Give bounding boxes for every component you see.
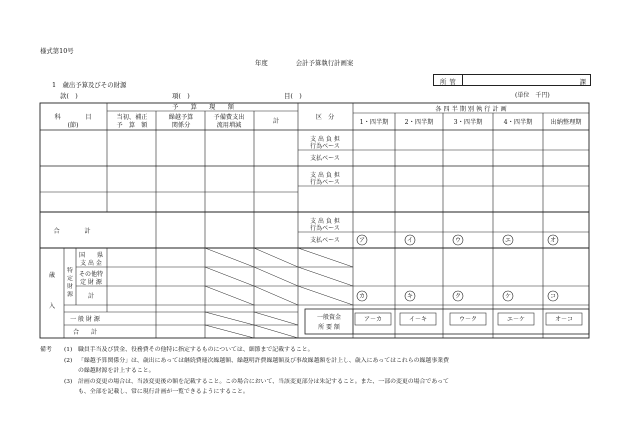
quarter-1: 1・四半期 — [359, 119, 389, 126]
mark-i: イ — [406, 237, 414, 244]
other-specific-1: その他特 — [78, 271, 104, 278]
note-number-3: (3) — [64, 378, 73, 385]
budget-col-initial-2: 予 算 額 — [116, 122, 148, 129]
formula-2: イ－キ — [408, 316, 428, 323]
specific-source-1: 特 — [67, 268, 73, 274]
revenue-total-label: 合 計 — [72, 329, 98, 336]
quarter-4: 4・四半期 — [503, 119, 533, 126]
mark-o: オ — [549, 237, 557, 244]
specific-source-2: 定 — [67, 276, 73, 282]
specific-source-3: 財 — [67, 284, 73, 290]
budget-amount-header: 予 算 現 額 — [172, 104, 234, 111]
quarterly-header: 各 四 半 期 別 執 行 計 画 — [435, 106, 507, 113]
budget-col-initial-1: 当初、補正 — [116, 114, 148, 121]
mark-e: エ — [504, 237, 512, 244]
form-title: 会計予算執行計画案 — [295, 59, 354, 67]
mark-ke: ケ — [504, 293, 512, 300]
revenue-side-label-1: 歳 — [48, 272, 56, 279]
mark-ka: カ — [358, 293, 366, 300]
note-number-2: (2) — [64, 357, 73, 364]
mark-ki: キ — [406, 293, 414, 300]
department-label: 所管 — [440, 77, 459, 86]
fiscal-year-label: 年度 — [255, 59, 268, 67]
national-prefectural-2: 支 出 金 — [80, 260, 102, 267]
commitment-label-2b: 行為ベース — [310, 179, 340, 186]
classification-header: 区 分 — [315, 114, 335, 121]
formula-1: ア－カ — [363, 316, 383, 323]
total-commitment-label-1: 支 出 負 担 — [310, 218, 340, 225]
revenue-side-label-2: 入 — [48, 303, 56, 310]
note-text-2-cont: の繰越財源を計上すること。 — [78, 368, 155, 374]
department-unit-suffix: 課 — [579, 77, 586, 86]
form-number: 様式第10号 — [40, 47, 74, 55]
total-commitment-label-2: 行為ベース — [310, 225, 340, 232]
quarter-3: 3・四半期 — [453, 119, 483, 126]
specific-source-4: 源 — [67, 292, 73, 298]
note-number-1: (1) — [64, 347, 73, 353]
notes-label: 備考 — [40, 347, 52, 353]
mark-ko: コ — [549, 293, 557, 300]
unit-label: (単位 千円) — [515, 92, 550, 99]
mark-ku: ク — [454, 293, 462, 300]
commitment-label-1b: 支 出 負 担 — [310, 172, 340, 179]
revenue-subtotal: 計 — [87, 293, 95, 300]
formula-3: ウ－ク — [458, 316, 478, 323]
general-fund-label-1: 一般資金 — [316, 314, 342, 321]
total-payment-label: 支払ベース — [310, 237, 340, 244]
section-title: 1 歳出予算及びその財源 — [52, 81, 127, 89]
general-source-label: 一 般 財 源 — [70, 316, 100, 323]
commitment-label-1: 支 出 負 担 — [310, 136, 340, 143]
note-text-3: 計画の変更の場合は、当該変更後の額を記載すること。この場合において、当該変更部分は朱記すること。また、一部の変更の場合であって — [78, 378, 449, 385]
quarter-2: 2・四半期 — [404, 119, 434, 126]
formula-5: オ－コ — [554, 316, 574, 323]
commitment-label-2: 行為ベース — [310, 143, 340, 150]
note-text-2: 「繰越予算関係分」は、歳出にあっては継続費逓次繰越額、繰越明許費繰越額及び事故繰越額を計上し、歳入にあってはこれらの繰越事業費 — [78, 357, 449, 364]
item-header-sub: (節) — [67, 122, 79, 129]
budget-code-moku: 目( ) — [284, 92, 302, 100]
general-fund-label-2: 所 要 額 — [318, 324, 340, 331]
total-label: 合 計 — [53, 228, 91, 235]
other-specific-2: 定 財 源 — [80, 279, 102, 286]
budget-col-total: 計 — [272, 118, 280, 125]
budget-col-reserve-2: 流用増減 — [216, 122, 242, 129]
payment-label: 支払ベース — [310, 155, 340, 162]
formula-4: エ－ケ — [506, 316, 526, 323]
item-header: 科 目 — [54, 114, 92, 121]
budget-col-carry-1: 繰越予算 — [168, 114, 194, 121]
national-prefectural-1: 国 県 — [78, 252, 104, 259]
mark-u: ウ — [454, 237, 462, 244]
carryover-period: 出納整理期 — [550, 119, 582, 126]
budget-col-reserve-1: 予備費支出 — [213, 114, 245, 121]
note-text-3-cont: も、全部を記載し、常に現行計画が一覧できるようにすること。 — [78, 389, 249, 395]
mark-a: ア — [358, 237, 366, 244]
budget-col-carry-2: 関係分 — [171, 122, 191, 129]
budget-code-kou: 項( ) — [172, 92, 190, 100]
budget-code-kan: 款( ) — [60, 92, 78, 100]
note-text-1: 職員手当及び賃金、役務費その他特に指定するものについては、細節まで記載すること。 — [78, 347, 314, 353]
